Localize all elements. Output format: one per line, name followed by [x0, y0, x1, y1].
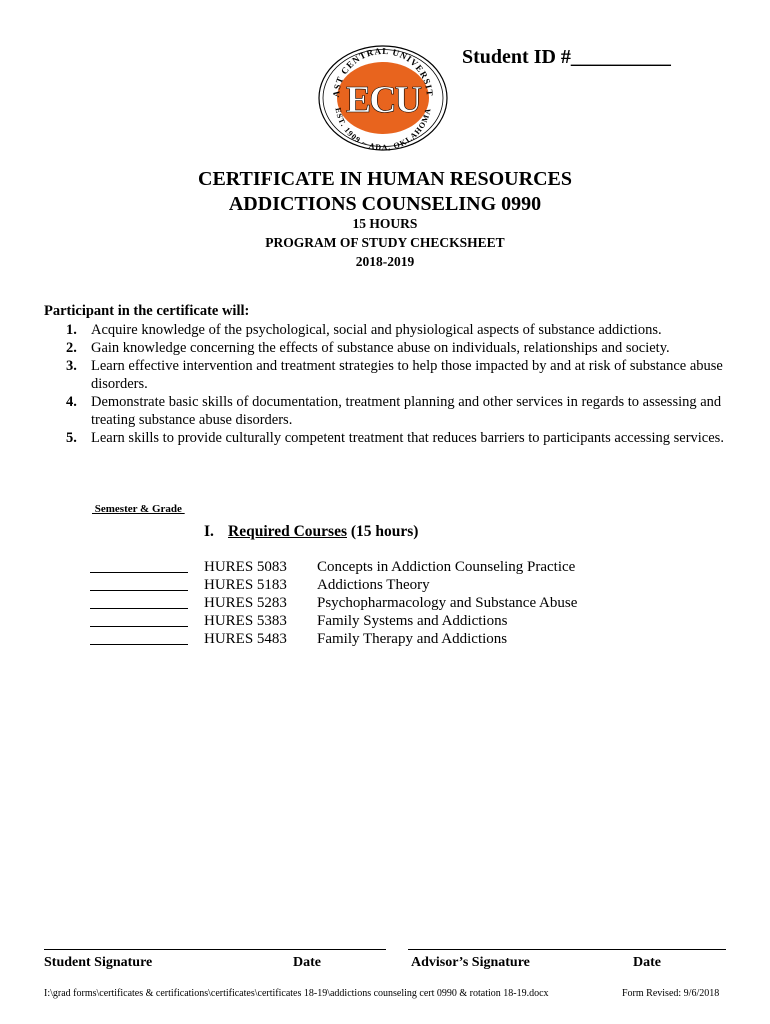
list-item — [44, 429, 734, 447]
logo-monogram: ECU — [345, 79, 421, 121]
course-name: Concepts in Addiction Counseling Practice — [317, 559, 576, 575]
course-code: HURES 5183 — [204, 577, 287, 593]
course-name: Addictions Theory — [317, 577, 430, 593]
certificate-title-line2: ADDICTIONS COUNSELING 0990 — [228, 193, 542, 215]
objectives-heading: Participant in the certificate will: — [44, 303, 250, 319]
checksheet-subtitle: PROGRAM OF STUDY CHECKSHEET — [265, 235, 505, 250]
course-code: HURES 5383 — [204, 613, 287, 629]
course-name: Family Therapy and Addictions — [317, 631, 508, 647]
item-number: 1. — [66, 322, 77, 338]
required-courses-heading — [204, 523, 418, 541]
course-code: HURES 5483 — [204, 631, 287, 647]
logo-ring-top-text: AST CENTRAL UNIVERSIT — [330, 45, 436, 98]
semester-grade-blank[interactable] — [90, 572, 188, 573]
semester-grade-blank[interactable] — [90, 590, 188, 591]
course-code: HURES 5083 — [204, 559, 287, 575]
item-text: Demonstrate basic skills of documentation, treatment planning and other services in regards to assessing and treating substance abuse disorders. — [91, 394, 722, 428]
course-code: HURES 5283 — [204, 595, 287, 611]
university-logo — [315, 42, 451, 154]
logo-ring-bottom-text: EST. 1909 ~ ADA, OKLAHOMA — [333, 106, 433, 153]
certificate-hours: 15 HOURS — [352, 216, 418, 231]
semester-grade-blank[interactable] — [90, 608, 188, 609]
advisor-signature-label: Advisor’s Signature — [411, 955, 530, 970]
item-number: 4. — [66, 394, 77, 410]
academic-year: 2018-2019 — [355, 254, 415, 269]
objectives-list — [44, 321, 734, 447]
list-item — [44, 357, 734, 393]
list-item — [44, 321, 734, 339]
item-number: 2. — [66, 340, 77, 356]
item-number: 5. — [66, 430, 77, 446]
student-date-label: Date — [293, 955, 321, 970]
section-title: Required Courses — [228, 523, 347, 540]
section-hours: (15 hours) — [346, 523, 419, 540]
item-text: Acquire knowledge of the psychological, social and physiological aspects of substance addictions. — [91, 322, 662, 338]
certificate-title-line1: CERTIFICATE IN HUMAN RESOURCES — [198, 168, 572, 190]
list-item — [44, 339, 734, 357]
course-name: Family Systems and Addictions — [317, 613, 508, 629]
item-text: Learn effective intervention and treatment strategies to help those impacted by and at risk of substance abuse disorders. — [91, 358, 723, 392]
item-number: 3. — [66, 358, 77, 374]
student-id-field: Student ID #__________ — [462, 46, 671, 68]
section-numeral: I. — [204, 523, 214, 540]
course-name: Psychopharmacology and Substance Abuse — [317, 595, 578, 611]
footer-file-path: I:\grad forms\certificates & certifications\certificates\certificates 18-19\addictions counseling cert 0990 & rotation 18-19.docx — [44, 988, 549, 999]
student-signature-label: Student Signature — [44, 955, 153, 970]
item-text: Learn skills to provide culturally competent treatment that reduces barriers to participants accessing services. — [91, 430, 724, 446]
semester-grade-label: Semester & Grade — [92, 503, 185, 515]
semester-grade-blank[interactable] — [90, 626, 188, 627]
ecu-seal-icon — [315, 42, 451, 154]
advisor-signature-line[interactable] — [408, 949, 726, 950]
advisor-date-label: Date — [633, 955, 661, 970]
footer-revision-date: Form Revised: 9/6/2018 — [622, 988, 720, 999]
item-text: Gain knowledge concerning the effects of substance abuse on individuals, relationships and society. — [91, 340, 670, 356]
semester-grade-blank[interactable] — [90, 644, 188, 645]
student-signature-line[interactable] — [44, 949, 386, 950]
list-item — [44, 393, 734, 429]
